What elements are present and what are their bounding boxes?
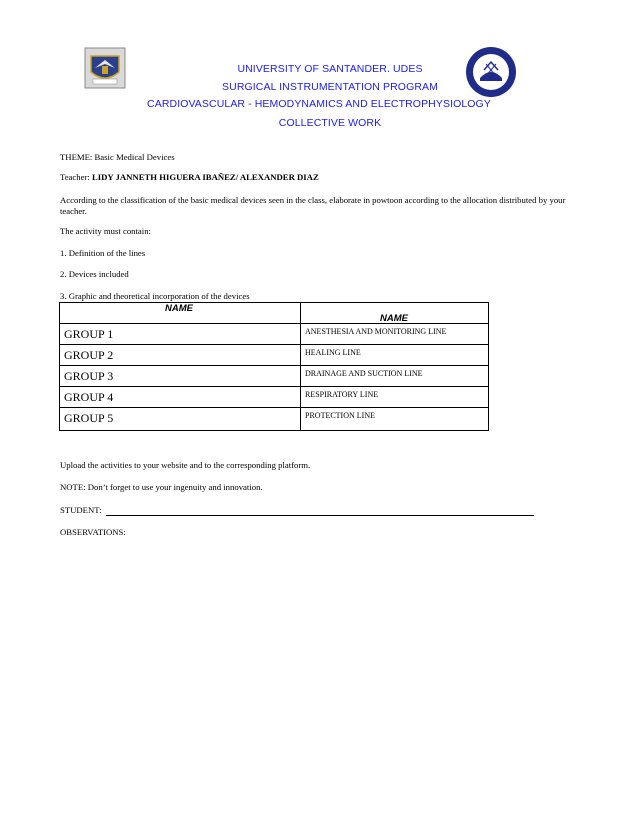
- instructions-paragraph: According to the classification of the basic medical devices seen in the class, elaborate in powtoon according to the allocation distributed by your teacher.: [60, 195, 566, 216]
- line-cell: DRAINAGE AND SUCTION LINE: [301, 366, 489, 387]
- group-cell: GROUP 2: [60, 345, 301, 366]
- university-title: UNIVERSITY OF SANTANDER. UDES: [237, 63, 423, 75]
- student-blank-line: [106, 515, 534, 516]
- student-label: STUDENT:: [60, 505, 102, 515]
- program-title: SURGICAL INSTRUMENTATION PROGRAM: [222, 81, 438, 93]
- upload-instruction: Upload the activities to your website and to the corresponding platform.: [60, 460, 311, 470]
- line-cell: ANESTHESIA AND MONITORING LINE: [301, 324, 489, 345]
- course-title: CARDIOVASCULAR - HEMODYNAMICS AND ELECTROPHYSIOLOGY: [147, 98, 491, 110]
- teacher-line: [60, 172, 319, 183]
- line-cell: RESPIRATORY LINE: [301, 387, 489, 408]
- table-row: [60, 324, 489, 345]
- table-header-row: [60, 303, 489, 324]
- line-cell: HEALING LINE: [301, 345, 489, 366]
- observations-label: OBSERVATIONS:: [60, 527, 126, 537]
- line-cell: PROTECTION LINE: [301, 408, 489, 431]
- requirement-item: 2. Devices included: [60, 269, 129, 279]
- theme-line: THEME: Basic Medical Devices: [60, 152, 175, 162]
- group-cell: GROUP 4: [60, 387, 301, 408]
- work-type-title: COLLECTIVE WORK: [278, 117, 382, 129]
- table-header-name-right: NAME: [380, 313, 408, 324]
- table-row: [60, 345, 489, 366]
- table-row: [60, 387, 489, 408]
- must-contain-line: The activity must contain:: [60, 226, 151, 236]
- group-cell: GROUP 1: [60, 324, 301, 345]
- note-line: NOTE: Don’t forget to use your ingenuity and innovation.: [60, 482, 263, 492]
- table-header-name-left: NAME: [165, 303, 193, 314]
- requirement-item: 1. Definition of the lines: [60, 248, 146, 258]
- group-cell: GROUP 5: [60, 408, 301, 431]
- teacher-label: Teacher:: [60, 172, 92, 182]
- groups-table: [59, 302, 489, 431]
- table-row: [60, 366, 489, 387]
- teacher-name: LIDY JANNETH HIGUERA IBAÑEZ/ ALEXANDER DIAZ: [91, 172, 319, 182]
- table-row: [60, 408, 489, 431]
- group-cell: GROUP 3: [60, 366, 301, 387]
- requirement-item: 3. Graphic and theoretical incorporation of the devices: [60, 291, 250, 301]
